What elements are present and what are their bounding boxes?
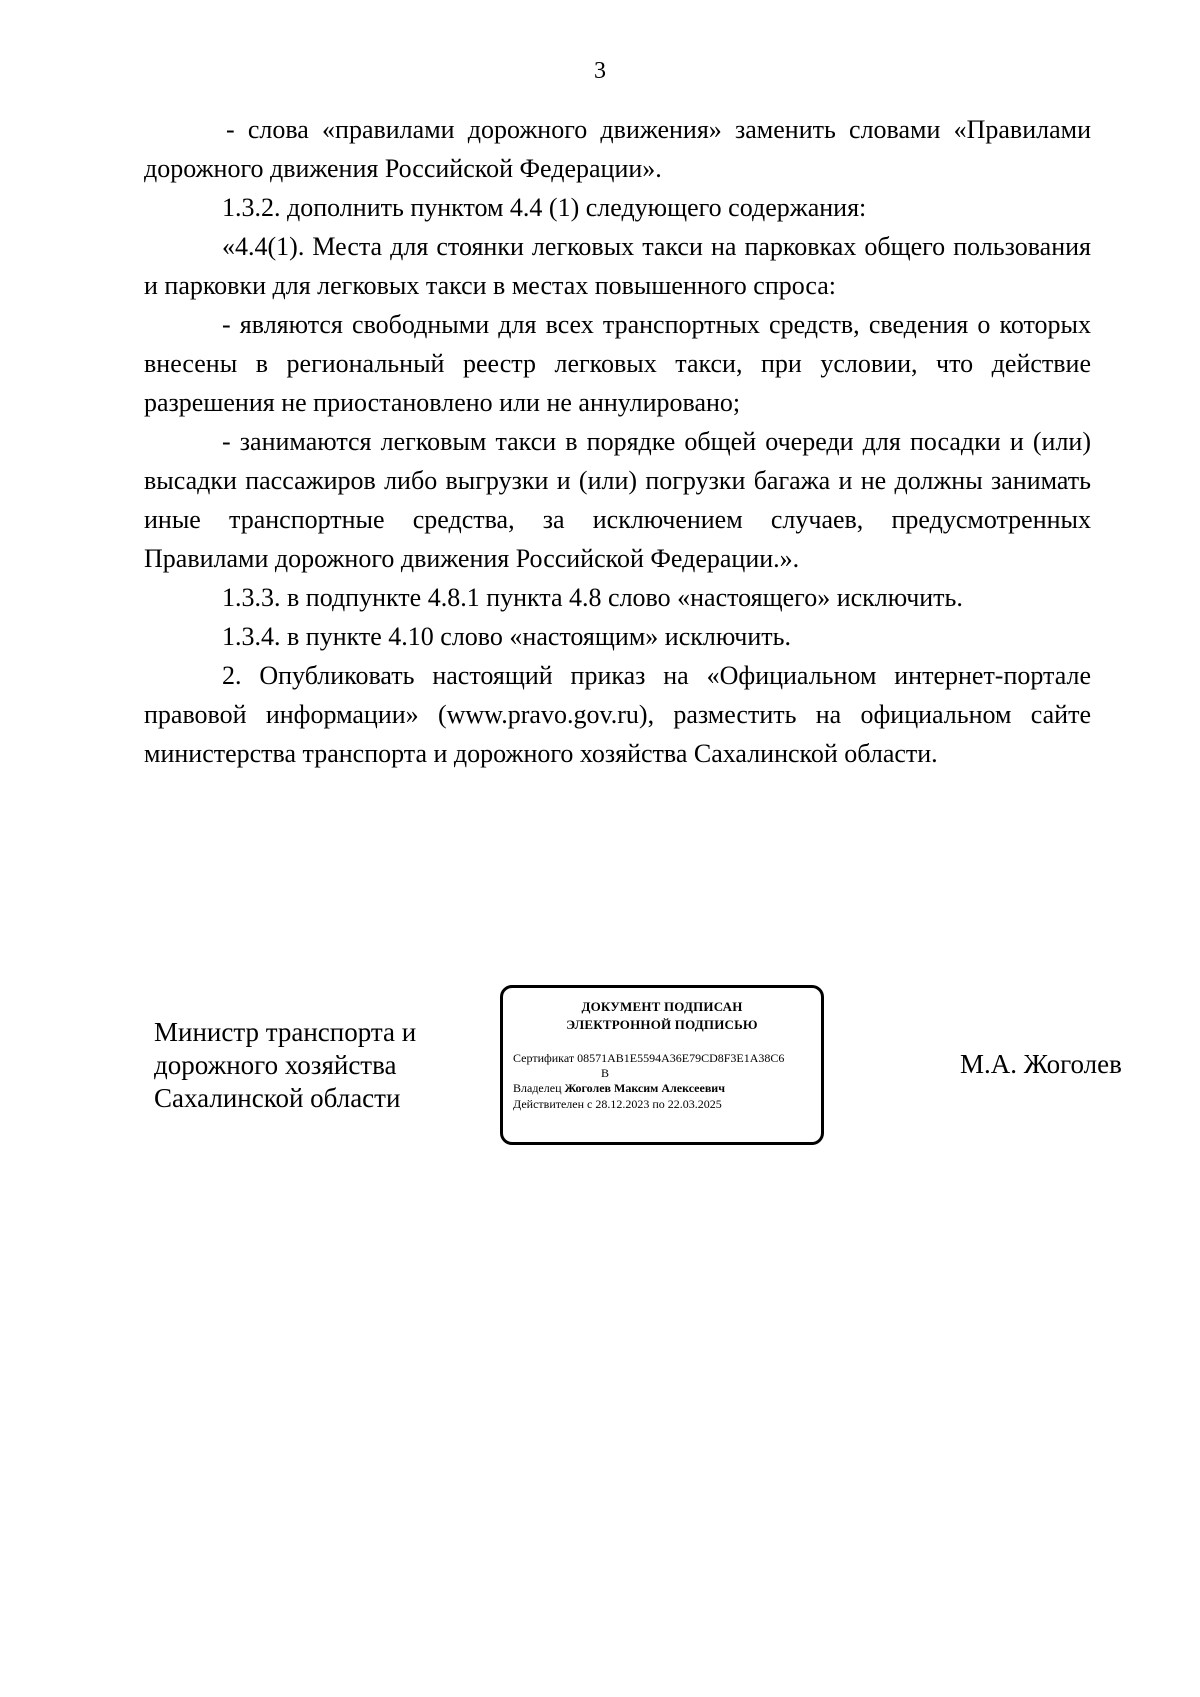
stamp-certificate [513,1050,811,1066]
stamp-owner [513,1080,811,1096]
paragraph-1-3-4: 1.3.4. в пункте 4.10 слово «настоящим» исключить. [222,622,791,651]
paragraph-4-4-1: «4.4(1). Места для стоянки легковых такси на парковках общего пользования и парковки для легковых такси в местах повышенного спроса: [144,232,1091,300]
signatory-position [154,1016,454,1115]
signatory-name: М.А. Жоголев [960,1049,1122,1079]
signatory-position-line: Сахалинской области [154,1083,401,1113]
signatory-position-line: Министр транспорта и [154,1017,417,1047]
paragraph-1-3-2: 1.3.2. дополнить пунктом 4.4 (1) следующего содержания: [222,193,867,222]
paragraph-free-for-vehicles: - являются свободными для всех транспортных средств, сведения о которых внесены в региональный реестр легковых такси, при условии, что действие разрешения не приостановлено или не аннулировано; [144,310,1091,417]
stamp-certificate-value: 08571AB1E5594A36E79CD8F3E1A38C6 [577,1051,785,1065]
stamp-title-line: ДОКУМЕНТ ПОДПИСАН [581,999,743,1014]
stamp-title-line: ЭЛЕКТРОННОЙ ПОДПИСЬЮ [566,1017,758,1032]
paragraph-publish: 2. Опубликовать настоящий приказ на «Официальном интернет-портале правовой информации» (www.pravo.gov.ru), разместить на официальном сайте министерства транспорта и дорожного хозяйства Сахалинской области. [144,661,1091,768]
stamp-owner-value: Жоголев Максим Алексеевич [564,1081,725,1095]
stamp-validity: Действителен с 28.12.2023 по 22.03.2025 [513,1097,722,1111]
document-body [144,110,1091,773]
paragraph-1-3-3: 1.3.3. в подпункте 4.8.1 пункта 4.8 слово «настоящего» исключить. [222,583,963,612]
stamp-certificate-label: Сертификат [513,1051,575,1065]
stamp-certificate-tail: B [601,1066,610,1080]
paragraph-replace-words: - слова «правилами дорожного движения» заменить словами «Правилами дорожного движения Российской Федерации». [144,115,1091,183]
electronic-signature-stamp [500,985,824,1145]
stamp-owner-label: Владелец [513,1081,562,1095]
signatory-position-line: дорожного хозяйства [154,1050,397,1080]
paragraph-occupied-by-taxi: - занимаются легковым такси в порядке общей очереди для посадки и (или) высадки пассажиров либо выгрузки и (или) погрузки багажа и не должны занимать иные транспортные средства, за исключением случаев, предусмотренных Правилами дорожного движения Российской Федерации.». [144,427,1091,573]
page-number: 3 [594,58,606,84]
